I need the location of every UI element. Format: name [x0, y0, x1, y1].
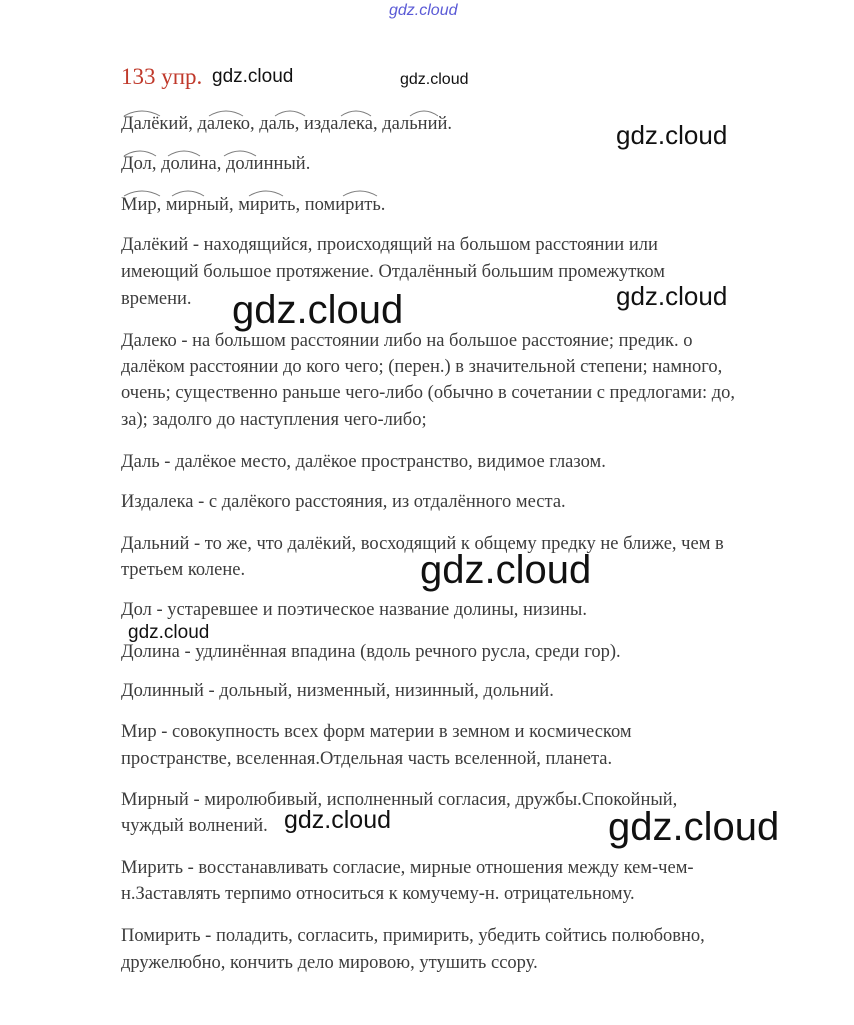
exercise-title: 133 упр. [121, 64, 203, 89]
text-line: чуждый волнений. [121, 816, 268, 836]
watermark-right-1: gdz.cloud [616, 120, 728, 150]
text-line: Помирить - поладить, согласить, примирить, убедить сойтись полюбовно, [121, 926, 705, 946]
text-line: Мирить - восстанавливать согласие, мирные отношения между кем-чем- [121, 858, 694, 878]
text-line: Мир, мирный, мирить, помирить. [121, 195, 386, 215]
watermark-mid-small: gdz.cloud [284, 806, 392, 834]
text-line: третьем колене. [121, 560, 246, 580]
watermark-top: gdz.cloud [389, 2, 458, 19]
watermark-left-small: gdz.cloud [128, 622, 210, 643]
text-line: н.Заставлять терпимо относиться к комучему-н. отрицательному. [121, 884, 635, 904]
text-line: далёком расстоянии до кого чего; (перен.) в значительной степени; намного, [121, 357, 723, 377]
text-line: Далеко - на большом расстоянии либо на большое расстояние; предик. о [121, 331, 693, 351]
text-line: Дол, долина, долинный. [121, 154, 311, 174]
text-line: пространстве, вселенная.Отдельная часть вселенной, планета. [121, 749, 613, 769]
watermark-title-right: gdz.cloud [400, 71, 469, 88]
watermark-big-right: gdz.cloud [608, 805, 780, 849]
text-line: имеющий большое протяжение. Отдалённый большим промежутком [121, 262, 665, 282]
watermark-center: gdz.cloud [420, 548, 592, 592]
text-line: Дальний - то же, что далёкий, восходящий к общему предку не ближе, чем в [121, 534, 724, 554]
text-line: Мир - совокупность всех форм материи в земном и космическом [121, 722, 632, 742]
watermark-right-2: gdz.cloud [616, 281, 728, 311]
text-line: Далёкий - находящийся, происходящий на большом расстоянии или [121, 235, 658, 255]
text-line: дружелюбно, кончить дело мировою, утушить ссору. [121, 953, 538, 973]
text-line: Даль - далёкое место, далёкое пространство, видимое глазом. [121, 452, 606, 472]
watermark-title-inline: gdz.cloud [212, 66, 294, 87]
watermark-big-1: gdz.cloud [232, 288, 404, 332]
text-line: времени. [121, 289, 192, 309]
text-line: Далёкий, далеко, даль, издалека, дальний. [121, 114, 453, 134]
text-line: Дол - устаревшее и поэтическое название долины, низины. [121, 600, 587, 620]
text-line: очень; существенно раньше чего-либо (обычно в сочетании с предлогами: до, [121, 383, 736, 403]
text-line: Мирный - миролюбивый, исполненный согласия, дружбы.Спокойный, [121, 790, 678, 810]
text-line: Долина - удлинённая впадина (вдоль речного русла, среди гор). [121, 642, 621, 662]
text-line: Долинный - дольный, низменный, низинный, дольний. [121, 681, 554, 701]
text-line: Издалека - с далёкого расстояния, из отдалённого места. [121, 492, 566, 512]
text-line: за); задолго до наступления чего-либо; [121, 410, 427, 430]
